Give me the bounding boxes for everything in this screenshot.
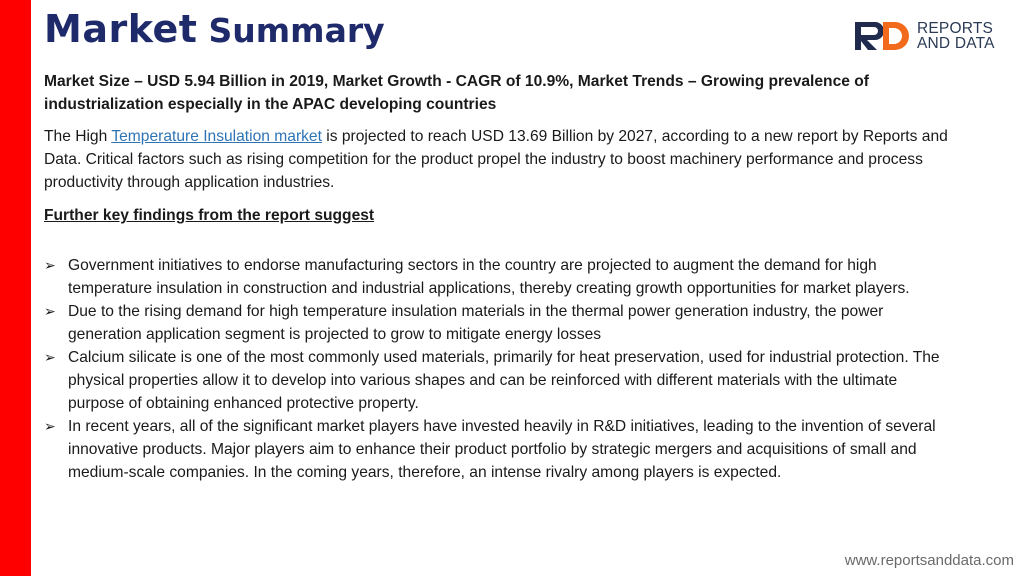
finding-text: Calcium silicate is one of the most commonly used materials, primarily for heat preservation, used for industrial protection. The physical properties allow it to develop into various shapes and can be reinforced with different materials with the ultimate purpose of obtaining enhanced protective property. [68,349,940,412]
logo-text-line-2: AND DATA [917,35,995,52]
finding-item [44,300,949,346]
footer-website-url: www.reportsanddata.com [844,552,1014,569]
rd-logo-mark-icon [853,20,913,52]
page-title [44,4,385,56]
page-title-word-2: Summary [208,11,385,50]
finding-item [44,415,949,484]
finding-text: In recent years, all of the significant market players have invested heavily in R&D initiatives, leading to the invention of several innovative products. Major players aim to enhance their product portfolio by strategic mergers and acquisitions of small and medium-scale companies. In the coming years, therefore, an intense rivalry among players is expected. [68,418,936,481]
finding-item [44,346,949,415]
intro-paragraph [44,125,949,194]
finding-text: Due to the rising demand for high temperature insulation materials in the thermal power generation industry, the power generation application segment is projected to grow to mitigate energy losses [68,303,884,343]
finding-text: Government initiatives to endorse manufacturing sectors in the country are projected to augment the demand for high temperature insulation in construction and industrial applications, thereby creating growth opportunities for market players. [68,257,910,297]
intro-text-before: The High [44,128,112,145]
logo-text [917,21,995,51]
page-title-word-1: Market [44,7,198,51]
arrow-bullet-icon: ➢ [44,418,56,434]
temperature-insulation-market-link[interactable]: Temperature Insulation market [111,128,322,145]
arrow-bullet-icon: ➢ [44,303,56,319]
arrow-bullet-icon: ➢ [44,257,56,273]
summary-content [44,70,949,484]
intro-text-after: is projected to reach USD 13.69 Billion by 2027, according to a new report by Reports and Data. Critical factors such as rising competition for the product propel the industry to boost machinery performance and process productivity through application industries. [44,128,948,191]
logo-text-line-1: REPORTS [917,20,994,37]
red-accent-bar [0,0,31,576]
findings-list [44,254,949,484]
finding-item [44,254,949,300]
market-size-lead: Market Size – USD 5.94 Billion in 2019, Market Growth - CAGR of 10.9%, Market Trends – Growing prevalence of industrialization especially in the APAC developing countries [44,73,869,113]
key-findings-subheading: Further key findings from the report suggest [44,207,375,224]
reports-and-data-logo [853,19,995,53]
arrow-bullet-icon: ➢ [44,349,56,365]
